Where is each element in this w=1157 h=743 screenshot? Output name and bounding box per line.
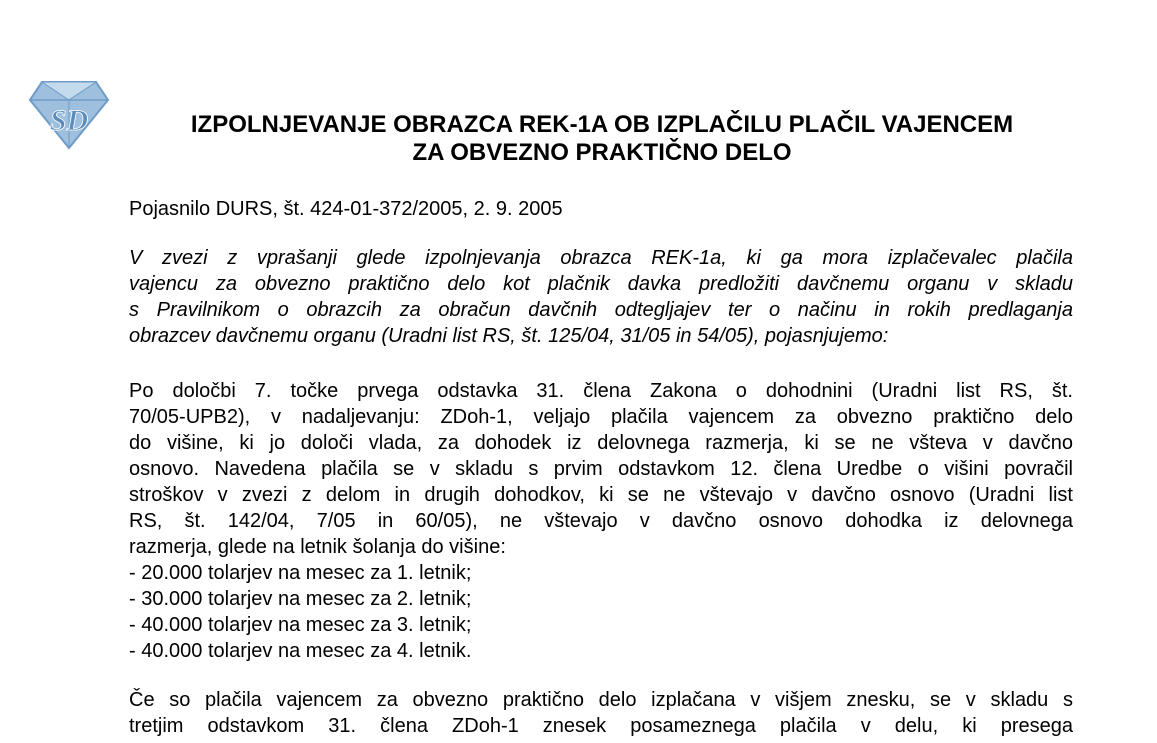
paragraph-line: RS, št. 142/04, 7/05 in 60/05), ne vštevajo v davčno osnovo dohodka iz delovnega [129,510,1073,532]
amount-list [129,560,471,664]
paragraph-line: osnovo. Navedena plačila se v skladu s prvim odstavkom 12. člena Uredbe o višini povračil [129,458,1073,480]
reference-line: Pojasnilo DURS, št. 424-01-372/2005, 2. 9. 2005 [129,198,563,220]
intro-line: V zvezi z vprašanji glede izpolnjevanja obrazca REK-1a, ki ga mora izplačevalec plačila [129,247,1073,269]
intro-paragraph [129,245,1073,349]
paragraph-line: Po določbi 7. točke prvega odstavka 31. člena Zakona o dohodnini (Uradni list RS, št. [129,380,1073,402]
paragraph-line: do višine, ki jo določi vlada, za dohodek iz delovnega razmerja, ki se ne všteva v davčno [129,432,1073,454]
sd-logo-icon [28,78,110,150]
logo-text: SD [49,104,89,137]
paragraph-1 [129,378,1073,560]
intro-line: vajencu za obvezno praktično delo kot plačnik davka predložiti davčnemu organu v skladu [129,273,1073,295]
paragraph-line: Če so plačila vajencem za obvezno praktično delo izplačana v višjem znesku, se v skladu s [129,689,1073,711]
list-item: - 30.000 tolarjev na mesec za 2. letnik; [129,588,472,610]
paragraph-line: tretjim odstavkom 31. člena ZDoh-1 znesek posameznega plačila v delu, ki presega [129,715,1073,737]
paragraph-2 [129,687,1073,739]
title-line-2: ZA OBVEZNO PRAKTIČNO DELO [412,139,792,166]
title-line-1: IZPOLNJEVANJE OBRAZCA REK-1A OB IZPLAČILU PLAČIL VAJENCEM [190,111,1014,138]
document-title [118,111,1086,167]
paragraph-line: 70/05-UPB2), v nadaljevanju: ZDoh-1, veljajo plačila vajencem za obvezno praktično delo [129,406,1073,428]
intro-line: s Pravilnikom o obrazcih za obračun davčnih odtegljajev ter o načinu in rokih predlaganja [129,299,1073,321]
list-item: - 20.000 tolarjev na mesec za 1. letnik; [129,562,472,584]
paragraph-line: razmerja, glede na letnik šolanja do višine: [129,536,506,558]
paragraph-line: stroškov v zvezi z delom in drugih dohodkov, ki se ne vštevajo v davčno osnovo (Uradni list [129,484,1073,506]
list-item: - 40.000 tolarjev na mesec za 3. letnik; [129,614,472,636]
list-item: - 40.000 tolarjev na mesec za 4. letnik. [129,640,472,662]
intro-line: obrazcev davčnemu organu (Uradni list RS, št. 125/04, 31/05 in 54/05), pojasnjujemo: [129,325,889,347]
